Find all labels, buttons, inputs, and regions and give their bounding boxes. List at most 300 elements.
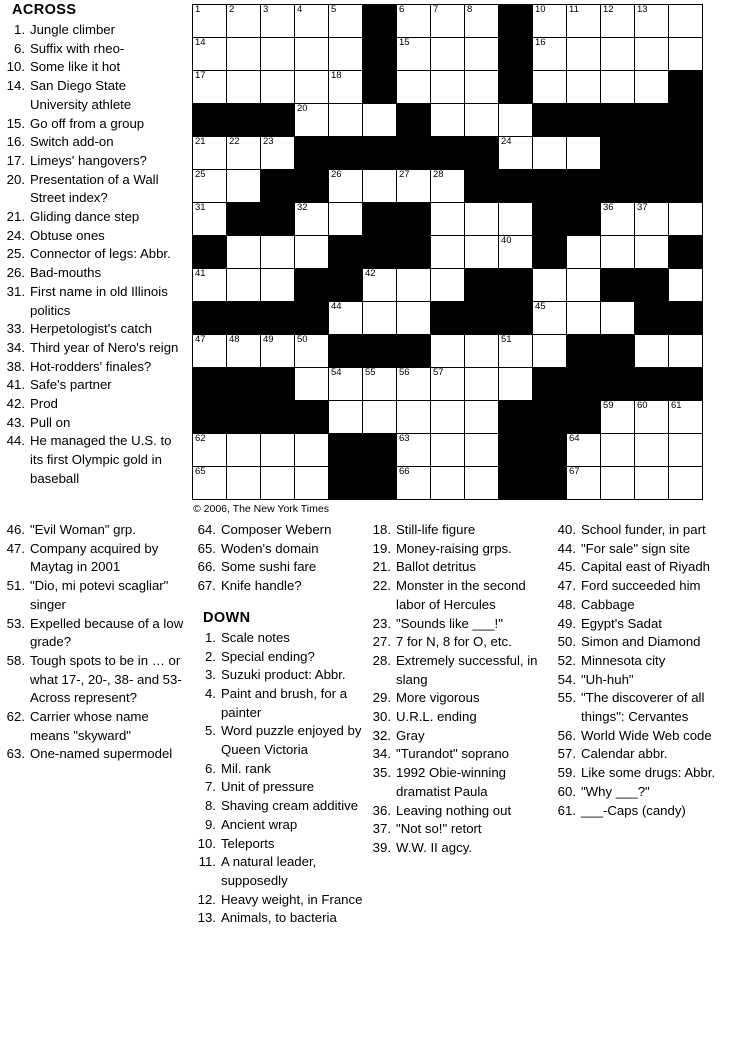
grid-cell[interactable] <box>465 236 499 269</box>
clue-number: 49. <box>557 615 576 631</box>
grid-cell[interactable] <box>431 203 465 236</box>
grid-cell[interactable] <box>465 335 499 368</box>
grid-cell[interactable] <box>533 38 567 71</box>
grid-cell[interactable] <box>431 71 465 104</box>
grid-cell[interactable] <box>567 302 601 335</box>
clue-number: 39. <box>372 839 392 855</box>
grid-cell[interactable] <box>533 137 567 170</box>
grid-block-cell <box>533 203 567 236</box>
clue-item <box>195 722 366 759</box>
grid-block-cell <box>363 467 397 500</box>
grid-cell[interactable] <box>261 467 295 500</box>
grid-cell[interactable] <box>601 302 635 335</box>
clue-text: Bad-mouths <box>30 265 102 281</box>
clue-number: 1. <box>204 629 216 645</box>
grid-cell[interactable] <box>329 368 363 401</box>
clue-text: Cabbage <box>581 596 635 612</box>
grid-block-cell <box>363 137 397 170</box>
clue-text: "The discoverer of all things": Cervantes <box>581 690 705 725</box>
grid-row <box>193 104 703 137</box>
grid-cell[interactable] <box>499 236 533 269</box>
clue-number: 42. <box>6 396 25 412</box>
grid-block-cell <box>601 335 635 368</box>
grid-cell[interactable] <box>431 467 465 500</box>
clue-number: 62. <box>6 709 25 725</box>
clue-text: Capital east of Riyadh <box>581 559 711 575</box>
copyright-notice: © 2006, The New York Times <box>193 503 329 515</box>
grid-cell[interactable] <box>363 401 397 434</box>
clue-item <box>195 685 366 722</box>
grid-cell[interactable] <box>465 467 499 500</box>
clue-text: San Diego State University athlete <box>30 78 132 112</box>
grid-cell[interactable] <box>363 368 397 401</box>
grid-cell[interactable] <box>431 401 465 434</box>
clue-text: Monster in the second labor of Hercules <box>396 578 526 612</box>
grid-cell[interactable] <box>533 269 567 302</box>
grid-cell-number: 42 <box>365 268 376 279</box>
clue-number: 6. <box>204 760 216 776</box>
grid-cell[interactable] <box>499 137 533 170</box>
grid-cell[interactable] <box>635 467 669 500</box>
grid-block-cell <box>635 368 669 401</box>
clue-text: Tough spots to be in … or what 17-, 20-, 38- and 53-Across represent? <box>30 652 182 706</box>
grid-cell[interactable] <box>533 302 567 335</box>
grid-cell[interactable] <box>261 38 295 71</box>
grid-cell[interactable] <box>635 38 669 71</box>
grid-cell[interactable] <box>193 38 227 71</box>
grid-cell[interactable] <box>669 269 703 302</box>
grid-cell[interactable] <box>193 137 227 170</box>
grid-cell-number: 41 <box>195 268 206 279</box>
grid-cell[interactable] <box>295 38 329 71</box>
clue-item <box>370 633 551 652</box>
grid-cell[interactable] <box>295 467 329 500</box>
clue-number: 11. <box>198 854 216 870</box>
clue-item <box>195 816 366 835</box>
grid-block-cell <box>669 302 703 335</box>
grid-block-cell <box>533 401 567 434</box>
clue-text: ___-Caps (candy) <box>581 802 686 818</box>
grid-cell[interactable] <box>295 5 329 38</box>
clue-text: U.R.L. ending <box>396 709 477 725</box>
grid-cell[interactable] <box>431 335 465 368</box>
grid-cell[interactable] <box>329 71 363 104</box>
clue-item <box>555 558 735 577</box>
grid-cell[interactable] <box>465 368 499 401</box>
grid-cell[interactable] <box>295 203 329 236</box>
grid-cell[interactable] <box>329 5 363 38</box>
grid-cell[interactable] <box>363 302 397 335</box>
grid-cell[interactable] <box>669 203 703 236</box>
grid-cell[interactable] <box>363 269 397 302</box>
clue-text: 1992 Obie-winning dramatist Paula <box>396 765 506 799</box>
clue-item <box>4 245 186 264</box>
grid-cell-number: 24 <box>501 136 512 147</box>
clue-number: 20. <box>6 171 25 187</box>
grid-cell-number: 37 <box>637 202 648 213</box>
grid-block-cell <box>363 71 397 104</box>
grid-cell[interactable] <box>329 401 363 434</box>
grid-cell[interactable] <box>465 203 499 236</box>
grid-cell[interactable] <box>465 38 499 71</box>
clue-number: 12. <box>197 891 216 907</box>
grid-row <box>193 5 703 38</box>
clue-item <box>555 540 735 559</box>
grid-cell[interactable] <box>329 38 363 71</box>
clue-item <box>4 58 186 77</box>
clue-item <box>4 376 186 395</box>
clue-number: 1. <box>14 22 25 37</box>
grid-cell[interactable] <box>635 236 669 269</box>
grid-cell[interactable] <box>499 368 533 401</box>
grid-block-cell <box>227 401 261 434</box>
clue-number: 21. <box>372 559 392 575</box>
grid-cell-number: 22 <box>229 136 240 147</box>
grid-cell[interactable] <box>261 335 295 368</box>
clue-text: Suzuki product: Abbr. <box>220 667 346 683</box>
grid-block-cell <box>193 401 227 434</box>
crossword-grid[interactable] <box>192 4 703 500</box>
grid-cell[interactable] <box>533 71 567 104</box>
grid-cell[interactable] <box>261 5 295 38</box>
clue-item <box>4 432 186 488</box>
grid-cell[interactable] <box>193 5 227 38</box>
clue-text: Composer Webern <box>220 522 332 537</box>
clue-text: Suffix with rheo- <box>30 40 125 56</box>
grid-block-cell <box>431 137 465 170</box>
grid-cell[interactable] <box>397 368 431 401</box>
grid-cell[interactable] <box>567 71 601 104</box>
grid-cell-number: 45 <box>535 301 546 312</box>
grid-cell[interactable] <box>635 335 669 368</box>
clue-text: Still-life figure <box>396 522 476 537</box>
grid-cell-number: 8 <box>467 4 473 15</box>
grid-row <box>193 137 703 170</box>
clue-item <box>195 558 366 577</box>
grid-cell[interactable] <box>193 434 227 467</box>
grid-cell-number: 28 <box>433 169 444 180</box>
clue-text: "Uh-huh" <box>581 671 634 687</box>
grid-cell-number: 12 <box>603 4 614 15</box>
grid-cell[interactable] <box>261 269 295 302</box>
grid-cell[interactable] <box>601 71 635 104</box>
clue-item <box>370 745 551 764</box>
clue-number: 9. <box>204 816 216 832</box>
grid-cell[interactable] <box>227 269 261 302</box>
grid-row <box>193 434 703 467</box>
grid-block-cell <box>261 203 295 236</box>
grid-cell[interactable] <box>669 38 703 71</box>
grid-cell[interactable] <box>669 335 703 368</box>
grid-cell[interactable] <box>261 71 295 104</box>
clue-number: 18. <box>372 522 392 537</box>
grid-cell[interactable] <box>227 170 261 203</box>
grid-cell[interactable] <box>601 203 635 236</box>
clue-number: 38. <box>6 358 25 374</box>
grid-cell[interactable] <box>669 467 703 500</box>
grid-cell[interactable] <box>397 434 431 467</box>
grid-block-cell <box>363 203 397 236</box>
grid-cell[interactable] <box>397 170 431 203</box>
grid-cell[interactable] <box>601 5 635 38</box>
clue-item <box>4 133 186 152</box>
grid-cell[interactable] <box>635 434 669 467</box>
grid-cell[interactable] <box>193 203 227 236</box>
clue-number: 27. <box>372 634 392 650</box>
grid-cell[interactable] <box>227 434 261 467</box>
clue-number: 25. <box>6 246 25 262</box>
grid-cell[interactable] <box>431 434 465 467</box>
grid-cell[interactable] <box>261 137 295 170</box>
clue-item <box>555 783 735 802</box>
clue-item <box>4 577 189 614</box>
grid-cell[interactable] <box>329 302 363 335</box>
grid-cell[interactable] <box>567 5 601 38</box>
grid-block-cell <box>227 302 261 335</box>
grid-cell[interactable] <box>227 236 261 269</box>
grid-cell[interactable] <box>635 5 669 38</box>
grid-cell[interactable] <box>431 269 465 302</box>
clue-item <box>4 745 189 764</box>
clue-number: 57. <box>557 746 576 762</box>
down-clues-column-2 <box>366 521 551 928</box>
grid-cell[interactable] <box>295 236 329 269</box>
grid-block-cell <box>465 269 499 302</box>
grid-row <box>193 236 703 269</box>
clue-text: "Not so!" retort <box>396 821 482 837</box>
grid-cell[interactable] <box>295 368 329 401</box>
clue-text: Go off from a group <box>30 115 145 131</box>
grid-cell[interactable] <box>533 5 567 38</box>
clue-item <box>4 152 186 171</box>
clue-text: "For sale" sign site <box>581 540 691 556</box>
grid-cell[interactable] <box>363 170 397 203</box>
clue-number: 7. <box>204 779 216 795</box>
grid-cell-number: 20 <box>297 103 308 114</box>
grid-block-cell <box>669 170 703 203</box>
clue-number: 48. <box>557 596 576 612</box>
grid-cell[interactable] <box>601 401 635 434</box>
grid-row <box>193 368 703 401</box>
grid-block-cell <box>533 104 567 137</box>
grid-block-cell <box>295 302 329 335</box>
grid-cell[interactable] <box>567 434 601 467</box>
grid-cell-number: 14 <box>195 37 206 48</box>
grid-block-cell <box>499 401 533 434</box>
clue-number: 60. <box>557 783 576 799</box>
grid-row <box>193 170 703 203</box>
grid-cell[interactable] <box>329 104 363 137</box>
grid-cell[interactable] <box>635 401 669 434</box>
grid-cell-number: 48 <box>229 334 240 345</box>
grid-cell[interactable] <box>295 104 329 137</box>
grid-cell[interactable] <box>601 467 635 500</box>
clue-number: 4. <box>204 685 216 701</box>
grid-block-cell <box>261 302 295 335</box>
clue-text: Minnesota city <box>581 652 666 668</box>
grid-cell[interactable] <box>431 236 465 269</box>
grid-cell[interactable] <box>431 5 465 38</box>
grid-cell-number: 60 <box>637 400 648 411</box>
grid-block-cell <box>397 335 431 368</box>
clue-text: Heavy weight, in France <box>220 891 363 907</box>
grid-cell[interactable] <box>227 5 261 38</box>
grid-cell[interactable] <box>193 335 227 368</box>
grid-cell[interactable] <box>431 368 465 401</box>
grid-block-cell <box>329 236 363 269</box>
grid-block-cell <box>227 203 261 236</box>
clue-number: 67. <box>197 578 216 594</box>
grid-block-cell <box>363 335 397 368</box>
grid-cell[interactable] <box>635 203 669 236</box>
grid-cell[interactable] <box>397 401 431 434</box>
grid-cell[interactable] <box>261 236 295 269</box>
grid-cell[interactable] <box>261 434 295 467</box>
grid-cell[interactable] <box>295 434 329 467</box>
grid-cell-number: 16 <box>535 37 546 48</box>
grid-cell[interactable] <box>431 170 465 203</box>
grid-cell[interactable] <box>193 71 227 104</box>
grid-cell[interactable] <box>431 38 465 71</box>
clue-text: World Wide Web code <box>581 727 712 743</box>
clue-number: 30. <box>372 709 392 725</box>
clue-item <box>370 802 551 821</box>
clue-text: "Why ___?" <box>581 783 650 799</box>
grid-cell[interactable] <box>397 38 431 71</box>
grid-block-cell <box>669 236 703 269</box>
clue-number: 28. <box>372 652 392 668</box>
grid-block-cell <box>567 104 601 137</box>
clue-item <box>195 521 366 540</box>
grid-cell[interactable] <box>465 71 499 104</box>
grid-cell[interactable] <box>601 38 635 71</box>
grid-block-cell <box>193 368 227 401</box>
clue-item <box>4 358 186 377</box>
grid-block-cell <box>635 137 669 170</box>
grid-block-cell <box>601 368 635 401</box>
grid-block-cell <box>601 269 635 302</box>
grid-cell[interactable] <box>329 170 363 203</box>
across-clue-list-continued <box>195 521 366 596</box>
grid-cell[interactable] <box>465 104 499 137</box>
clue-text: Connector of legs: Abbr. <box>30 246 171 262</box>
grid-cell[interactable] <box>567 467 601 500</box>
grid-cell-number: 25 <box>195 169 206 180</box>
clue-text: Paint and brush, for a painter <box>220 685 348 720</box>
clue-number: 14. <box>6 78 25 94</box>
grid-block-cell <box>329 335 363 368</box>
grid-block-cell <box>193 236 227 269</box>
grid-block-cell <box>635 104 669 137</box>
grid-cell[interactable] <box>227 38 261 71</box>
grid-cell[interactable] <box>601 434 635 467</box>
grid-cell[interactable] <box>295 71 329 104</box>
clue-number: 66. <box>197 559 216 575</box>
clue-item <box>4 395 186 414</box>
grid-cell[interactable] <box>567 236 601 269</box>
clue-text: Leaving nothing out <box>396 802 512 818</box>
grid-cell[interactable] <box>193 269 227 302</box>
grid-cell[interactable] <box>601 236 635 269</box>
grid-cell[interactable] <box>227 137 261 170</box>
grid-block-cell <box>295 401 329 434</box>
grid-cell-number: 26 <box>331 169 342 180</box>
clue-number: 17. <box>6 152 25 168</box>
grid-cell[interactable] <box>295 335 329 368</box>
grid-block-cell <box>295 269 329 302</box>
grid-cell-number: 61 <box>671 400 682 411</box>
grid-cell[interactable] <box>669 401 703 434</box>
clue-item <box>195 577 366 596</box>
clue-item <box>4 521 189 540</box>
grid-cell-number: 47 <box>195 334 206 345</box>
grid-cell[interactable] <box>397 5 431 38</box>
grid-cell-number: 7 <box>433 4 439 15</box>
grid-cell[interactable] <box>397 71 431 104</box>
grid-cell[interactable] <box>227 71 261 104</box>
grid-cell[interactable] <box>227 467 261 500</box>
clue-text: Herpetologist's catch <box>30 321 152 337</box>
crossword-grid-wrapper <box>192 4 703 515</box>
grid-cell[interactable] <box>669 434 703 467</box>
clue-number: 44. <box>557 540 576 556</box>
grid-block-cell <box>261 170 295 203</box>
grid-cell-number: 1 <box>195 4 201 15</box>
clue-item <box>4 708 189 745</box>
grid-cell[interactable] <box>397 467 431 500</box>
grid-row <box>193 38 703 71</box>
grid-cell[interactable] <box>431 104 465 137</box>
grid-cell-number: 67 <box>569 466 580 477</box>
clue-number: 35. <box>372 765 392 781</box>
grid-cell[interactable] <box>465 434 499 467</box>
grid-cell-number: 6 <box>399 4 405 15</box>
clue-text: Ford succeeded him <box>581 578 701 594</box>
grid-cell[interactable] <box>499 203 533 236</box>
clue-text: More vigorous <box>396 690 480 706</box>
grid-cell[interactable] <box>363 104 397 137</box>
grid-block-cell <box>567 170 601 203</box>
grid-cell[interactable] <box>635 71 669 104</box>
grid-cell[interactable] <box>193 467 227 500</box>
clue-text: First name in old Illinois politics <box>30 283 168 318</box>
grid-cell[interactable] <box>227 335 261 368</box>
clue-text: Prod <box>30 396 58 412</box>
clue-number: 46. <box>6 522 25 537</box>
grid-cell[interactable] <box>465 401 499 434</box>
grid-cell[interactable] <box>397 302 431 335</box>
grid-row <box>193 467 703 500</box>
grid-cell[interactable] <box>329 203 363 236</box>
grid-cell[interactable] <box>567 269 601 302</box>
grid-cell[interactable] <box>397 269 431 302</box>
grid-cell[interactable] <box>193 170 227 203</box>
grid-block-cell <box>329 269 363 302</box>
clue-number: 32. <box>372 727 392 743</box>
clue-number: 36. <box>372 802 392 818</box>
clue-item <box>195 891 366 910</box>
grid-cell[interactable] <box>567 137 601 170</box>
grid-cell[interactable] <box>567 38 601 71</box>
clue-item <box>555 577 735 596</box>
grid-cell[interactable] <box>499 335 533 368</box>
grid-cell[interactable] <box>669 5 703 38</box>
clue-number: 3. <box>204 667 216 683</box>
grid-cell-number: 4 <box>297 4 303 15</box>
grid-cell[interactable] <box>465 5 499 38</box>
grid-cell[interactable] <box>499 104 533 137</box>
grid-cell[interactable] <box>533 335 567 368</box>
